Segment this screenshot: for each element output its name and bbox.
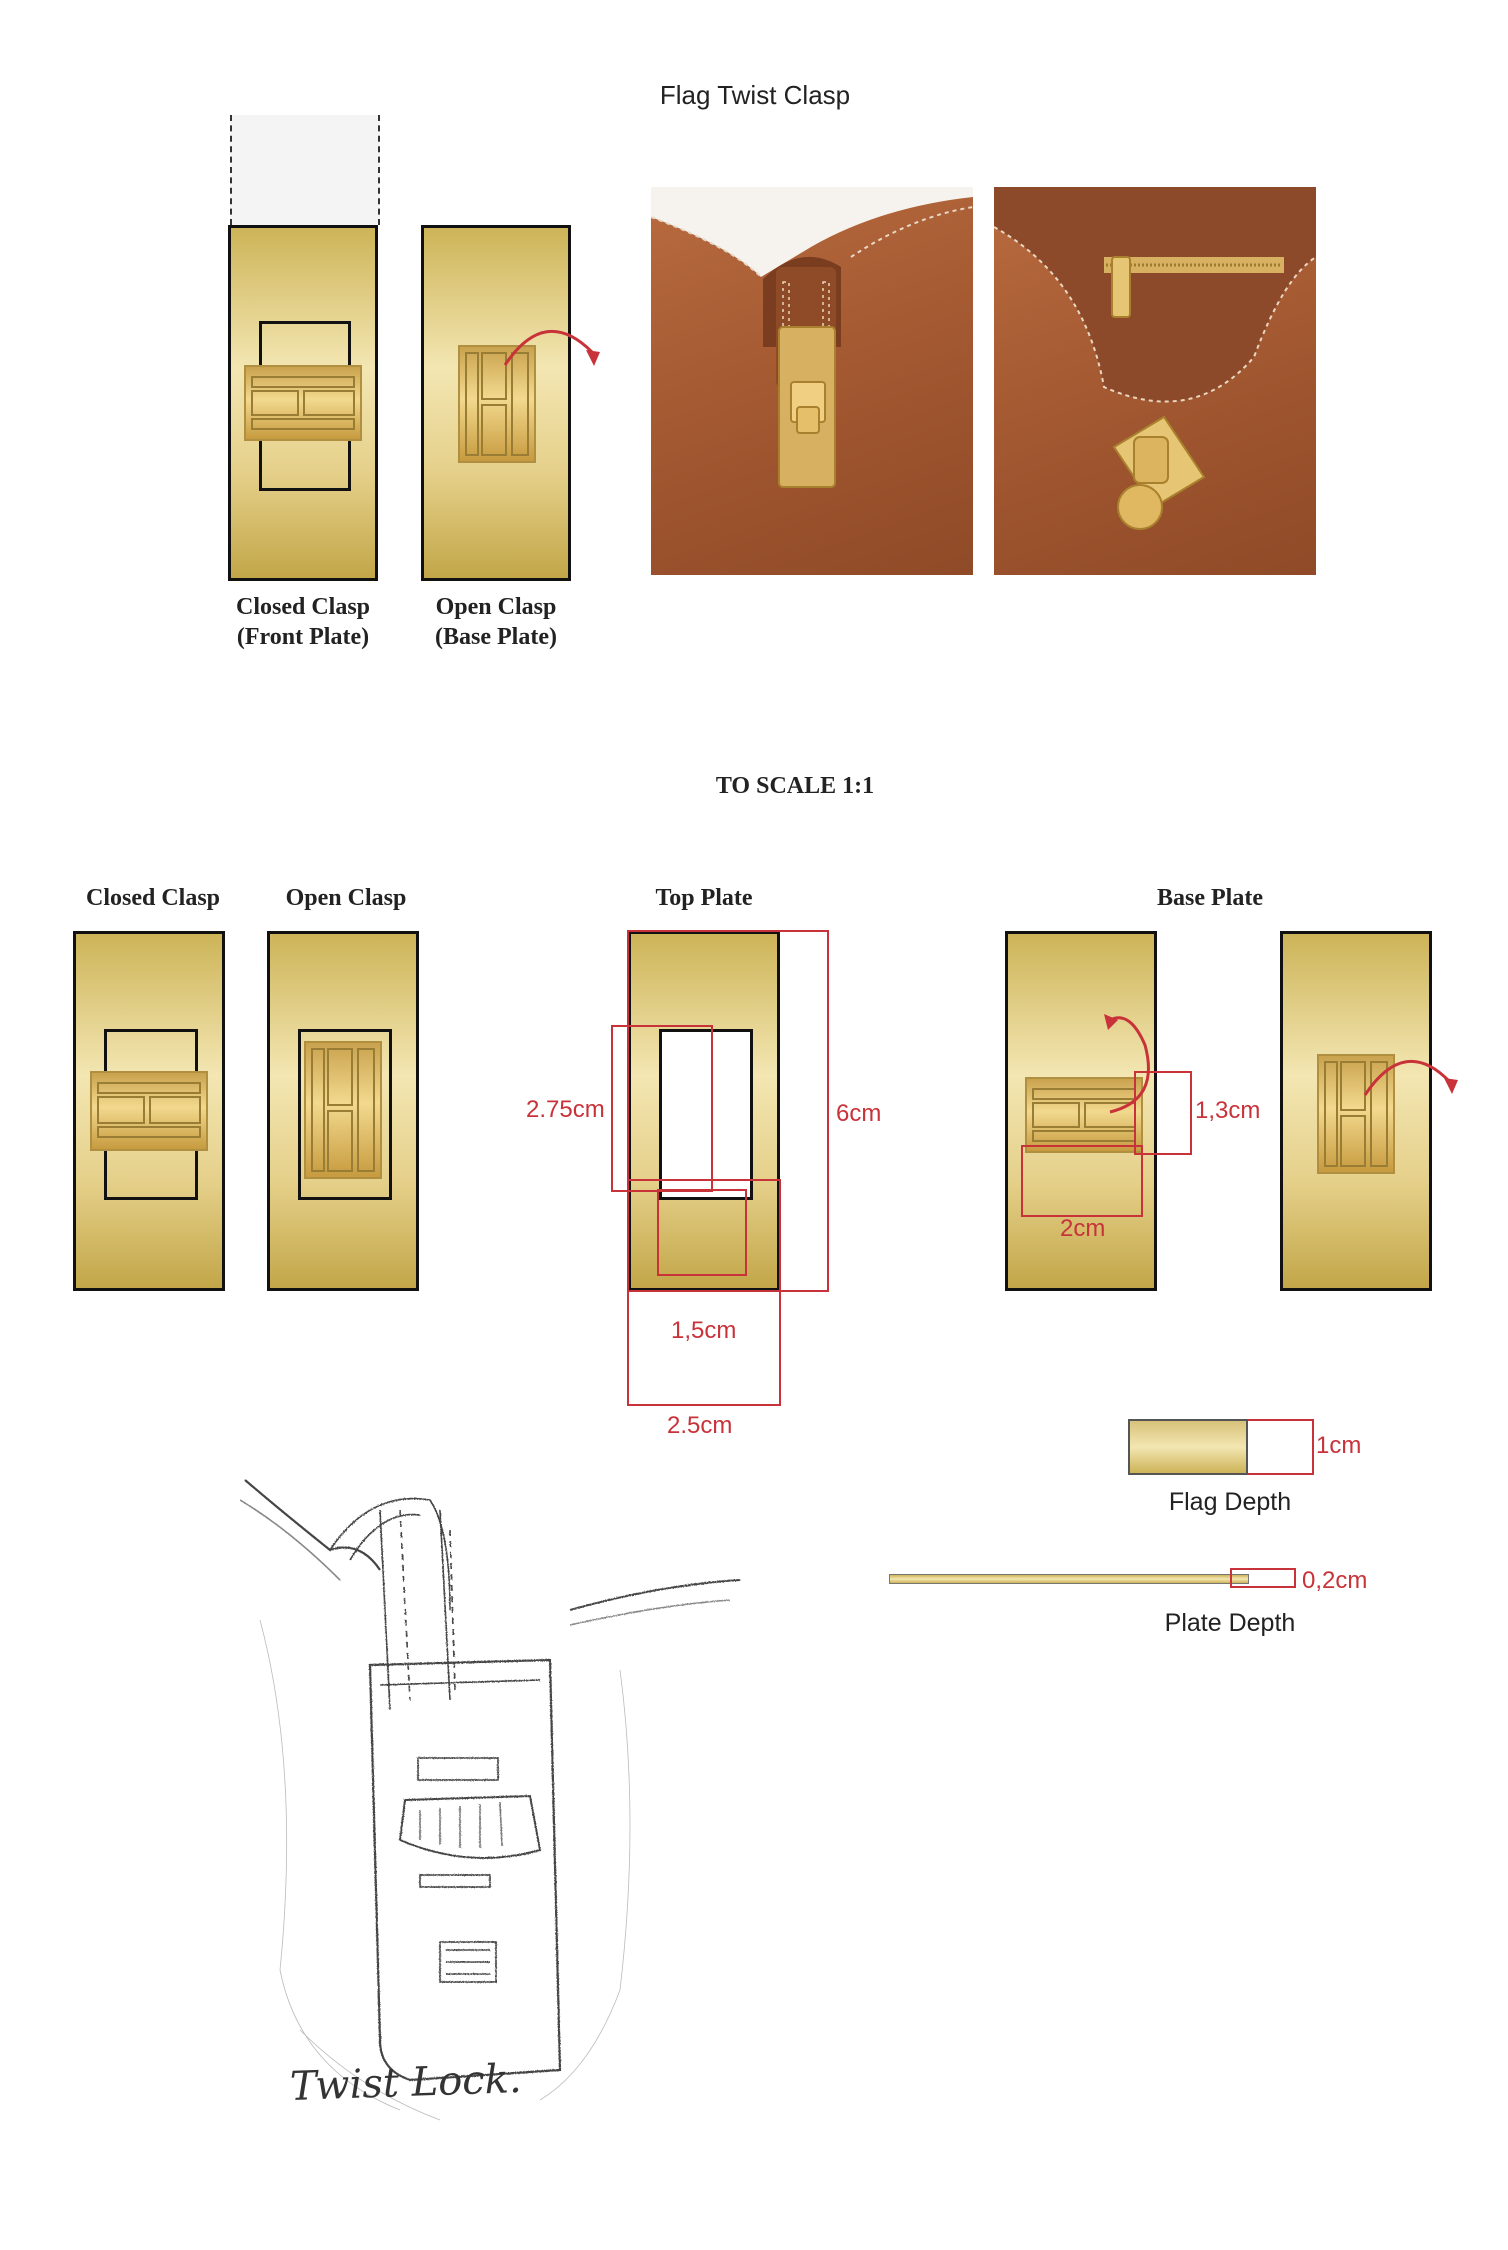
dim-top-height: 6cm <box>836 1100 882 1127</box>
dim-plate-depth: 0,2cm <box>1302 1567 1368 1594</box>
plate-depth-label: Plate Depth <box>1164 1609 1296 1637</box>
twist-lock-sketch <box>240 1470 760 2150</box>
closed-clasp-label: Closed Clasp (Front Plate) <box>235 594 371 650</box>
open-clasp-base-plate <box>421 225 571 581</box>
dim-flag-depth: 1cm <box>1316 1432 1362 1459</box>
dim-top-width: 2.5cm <box>667 1412 733 1439</box>
section-label-base-plate: Base Plate <box>1157 885 1263 911</box>
flag-icon <box>244 365 362 441</box>
base-plate-dimension-lines <box>1000 990 1210 1230</box>
dim-top-window-width: 1,5cm <box>671 1317 737 1344</box>
bag-photo-closed <box>651 187 973 575</box>
open-clasp-label: Open Clasp (Base Plate) <box>435 594 557 650</box>
section-label-open: Open Clasp <box>285 885 407 911</box>
section-label-closed: Closed Clasp <box>85 885 221 911</box>
strap <box>230 115 380 225</box>
section-label-top-plate: Top Plate <box>655 885 753 911</box>
sketch-caption: Twist Lock. <box>289 2055 523 2111</box>
dim-flag-height: 1,3cm <box>1195 1097 1261 1124</box>
plate-depth-dimension-box <box>1230 1568 1296 1588</box>
flag-depth-label: Flag Depth <box>1168 1488 1292 1516</box>
rotate-arrow-icon <box>500 310 610 380</box>
h-plate-icon <box>304 1041 382 1179</box>
scale-title: TO SCALE 1:1 <box>715 773 875 799</box>
scale-base-plate-open <box>1280 931 1432 1291</box>
bag-photo-open <box>994 187 1316 575</box>
dim-flag-width: 2cm <box>1060 1215 1106 1242</box>
flag-icon <box>90 1071 208 1151</box>
plate-depth-bar <box>889 1574 1249 1584</box>
flag-depth-bar <box>1128 1419 1248 1475</box>
page-title: Flag Twist Clasp <box>659 80 851 110</box>
rotate-arrow-icon <box>1360 1040 1470 1110</box>
scale-open-clasp <box>267 931 419 1291</box>
scale-closed-clasp <box>73 931 225 1291</box>
closed-clasp-front-plate <box>228 225 378 581</box>
dim-top-window-height: 2.75cm <box>526 1096 605 1123</box>
flag-depth-dimension-box <box>1248 1419 1314 1475</box>
